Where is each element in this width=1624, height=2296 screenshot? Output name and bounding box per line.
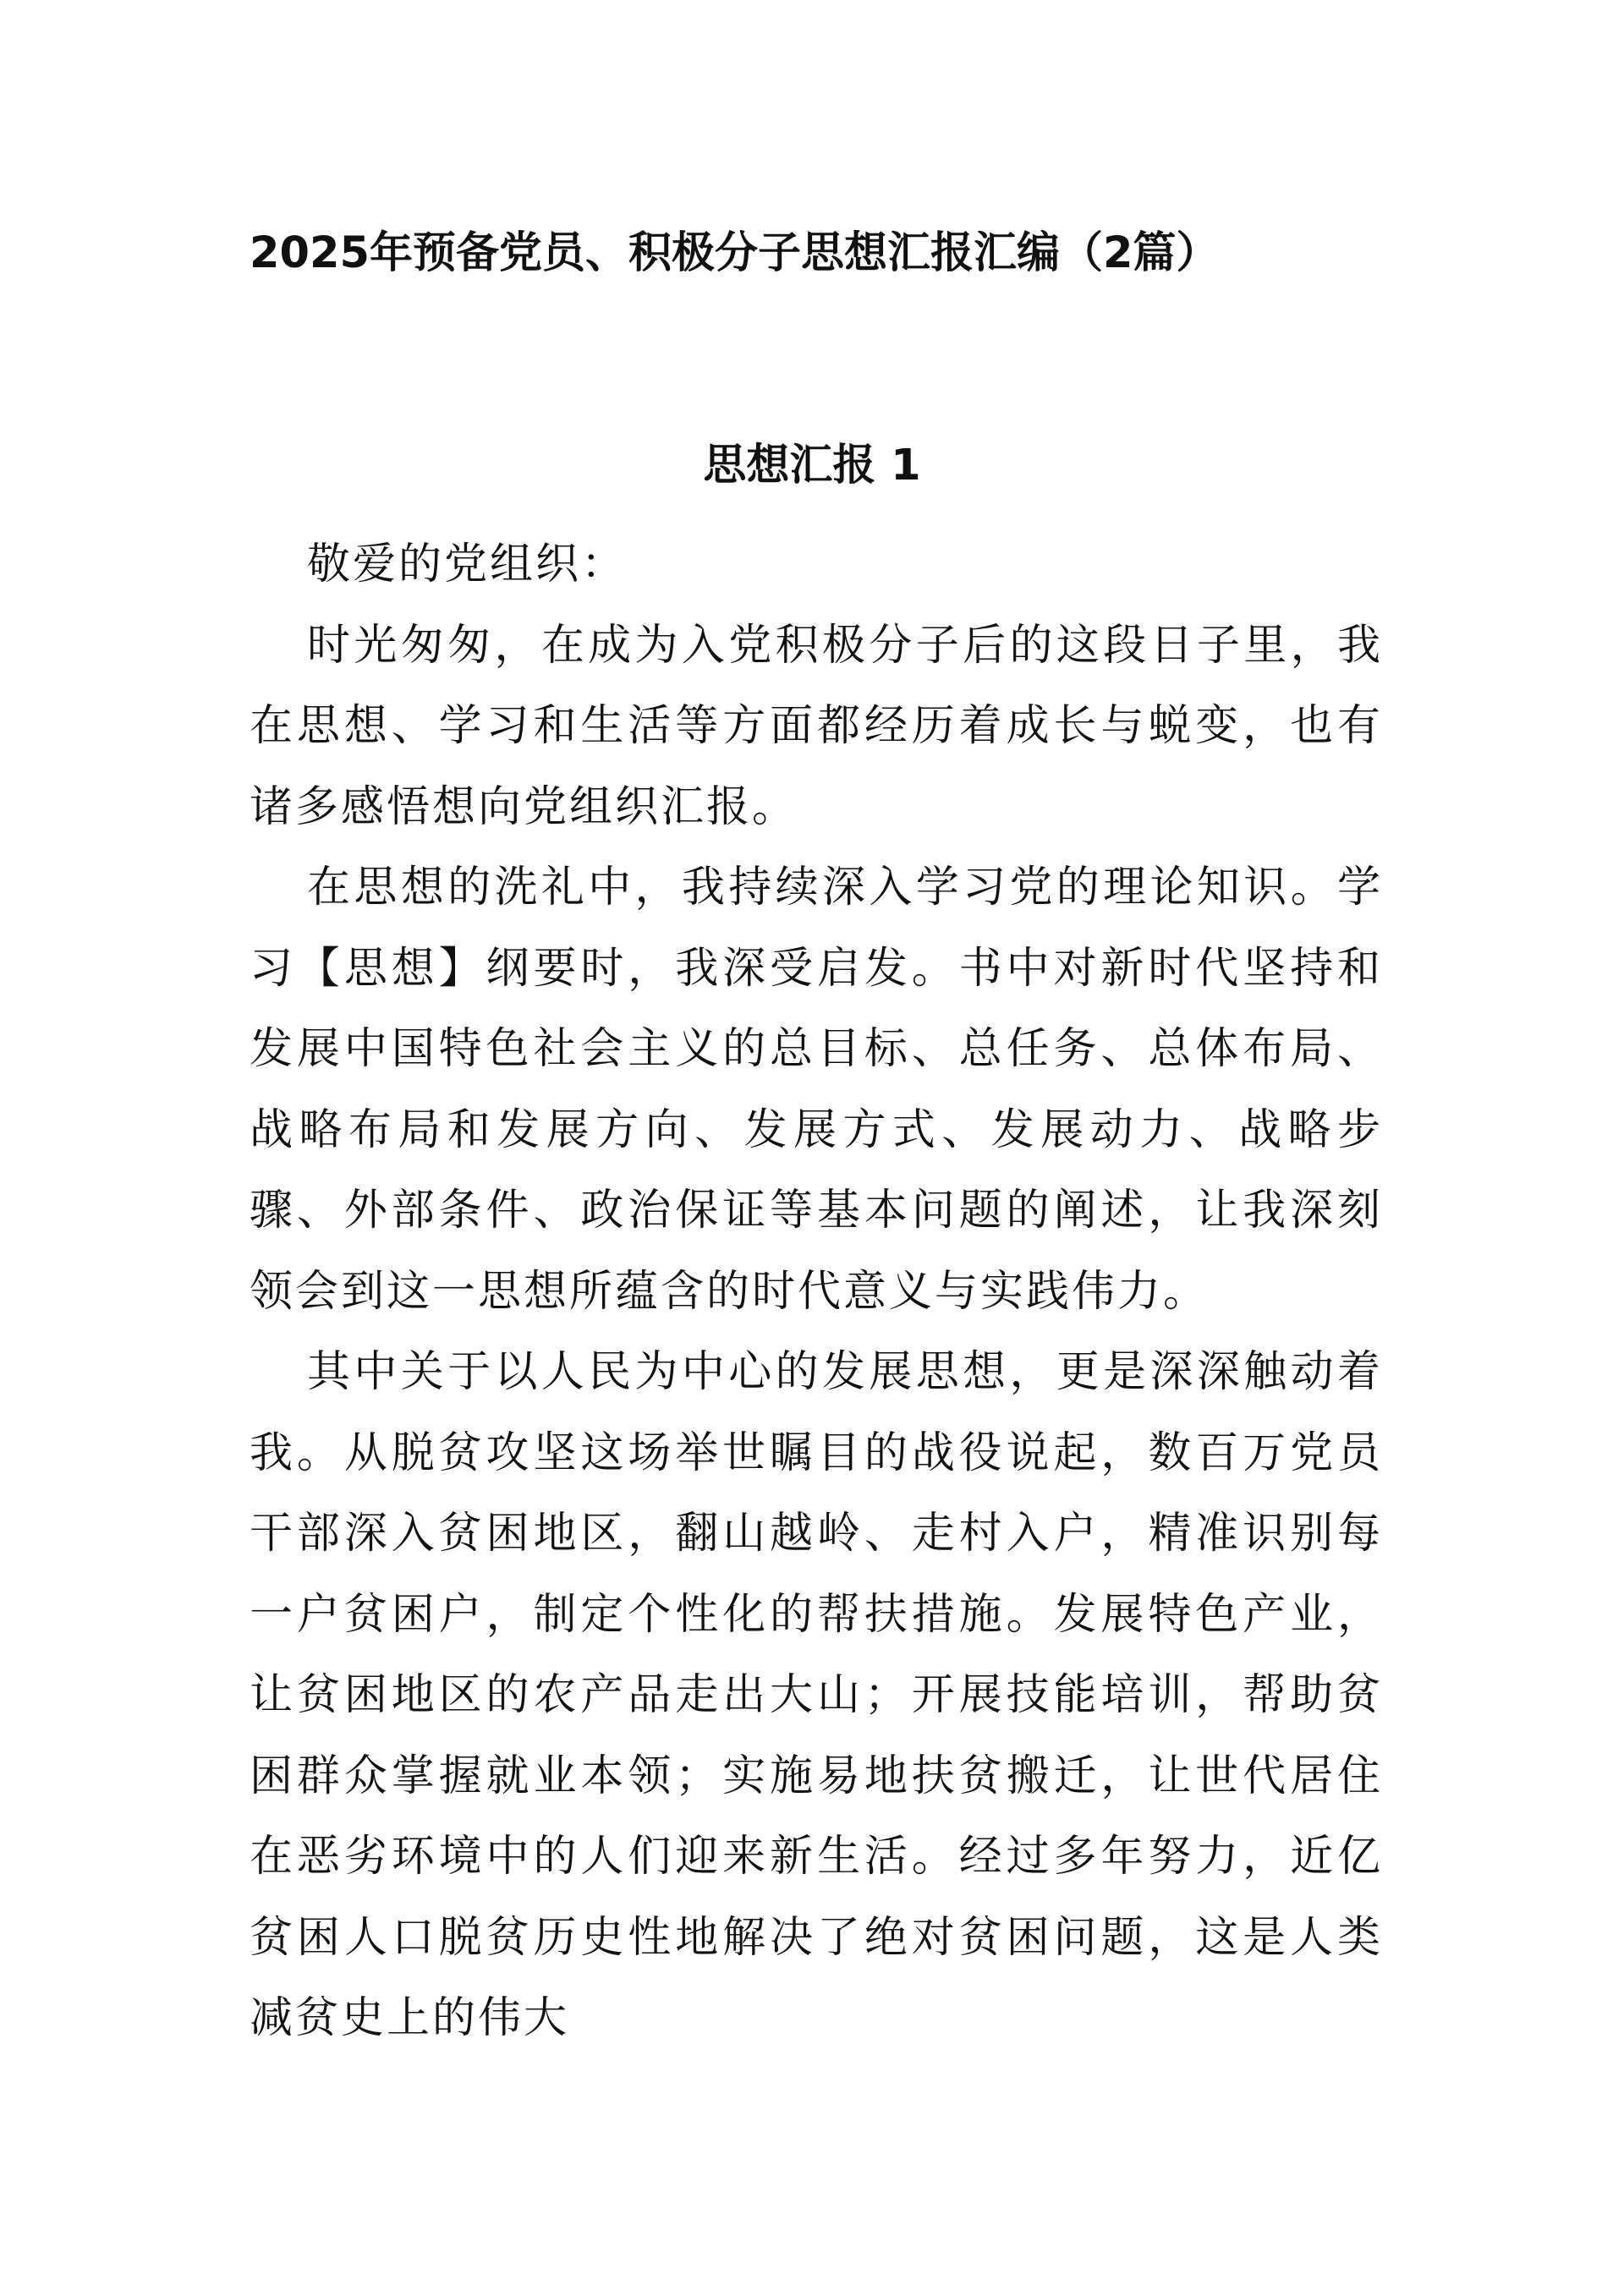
body-paragraph: 其中关于以人民为中心的发展思想，更是深深触动着我。从脱贫攻坚这场举世瞩目的战役说起，数百万党员干部深入贫困地区，翻山越岭、走村入户，精准识别每一户贫困户，制定个性化的帮扶措施。发展特色产业，让贫困地区的农产品走出大山；开展技能培训，帮助贫困群众掌握就业本领；实施易地扶贫搬迁，让世代居住在恶劣环境中的人们迎来新生活。经过多年努力，近亿贫困人口脱贫历史性地解决了绝对贫困问题，这是人类减贫史上的伟大 [250,1347,1383,2043]
body-text [250,524,1383,2059]
body-paragraph: 时光匆匆，在成为入党积极分子后的这段日子里，我在思想、学习和生活等方面都经历着成长与蜕变，也有诸多感悟想向党组织汇报。 [250,620,1383,832]
salutation-paragraph: 敬爱的党组织： [307,540,628,589]
section-title: 思想汇报 1 [703,441,921,490]
body-paragraph: 在思想的洗礼中，我持续深入学习党的理论知识。学习【思想】纲要时，我深受启发。书中对新时代坚持和发展中国特色社会主义的总目标、总任务、总体布局、战略布局和发展方向、发展方式、发展动力、战略步骤、外部条件、政治保证等基本问题的阐述，让我深刻领会到这一思想所蕴含的时代意义与实践伟力。 [250,863,1383,1317]
document-title: 2025年预备党员、积极分子思想汇报汇编（2篇） [250,228,1220,278]
